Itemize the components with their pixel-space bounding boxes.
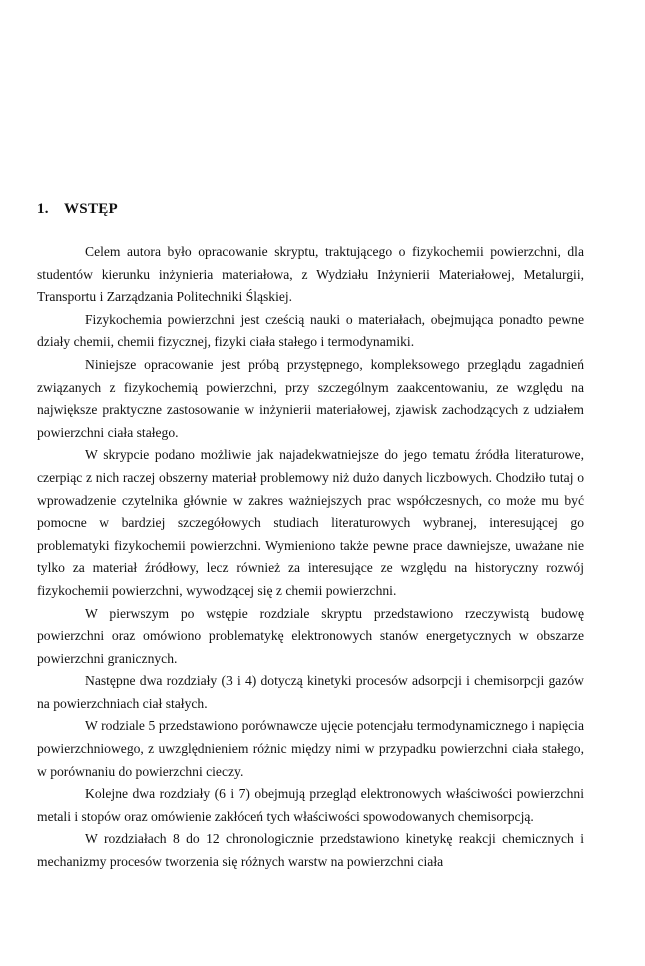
paragraph-2: Fizykochemia powierzchni jest cześcią nauki o materiałach, obejmująca ponadto pewne działy chemii, chemii fizycznej, fizyki ciała stałego i termodynamiki. <box>37 311 584 350</box>
section-number: 1. <box>37 201 49 217</box>
section-title: WSTĘP <box>64 201 119 217</box>
paragraph-1: Celem autora było opracowanie skryptu, traktującego o fizykochemii powierzchni, dla studentów kierunku inżynieria materiałowa, z Wydziału Inżynierii Materiałowej, Metalurgii, Transportu i Zarządzania Politechniki Śląskiej. <box>37 244 584 305</box>
paragraph-6: Następne dwa rozdziały (3 i 4) dotyczą kinetyki procesów adsorpcji i chemisorpcji gazów na powierzchniach ciał stałych. <box>37 673 584 711</box>
paragraph-4: W skrypcie podano możliwie jak najadekwatniejsze do jego tematu źródła literaturowe, czerpiąc z nich raczej obszerny materiał problemowy niż dużo danych liczbowych. Chodziło tutaj o wprowadzenie czytelnika głównie w zakres ważniejszych prac współczesnych, co może mu być pomocne w bardziej szczegółowych studiach literaturowych wybranej, interesującej go problematyki fizykochemii powierzchni. Wymieniono także pewne prace dawniejsze, uważane nie tylko za materiał źródłowy, lecz również za interesujące ze względu na historyczny rozwój fizykochemii powierzchni, wywodzącej się z chemii powierzchni. <box>37 447 584 598</box>
paragraph-9: W rozdziałach 8 do 12 chronologicznie przedstawiono kinetykę reakcji chemicznych i mechanizmy procesów tworzenia się różnych warstw na powierzchni ciała <box>37 831 584 870</box>
paragraph-8: Kolejne dwa rozdziały (6 i 7) obejmują przegląd elektronowych właściwości powierzchni metali i stopów oraz omówienie zakłóceń tych właściwości spowodowanych chemisorpcją. <box>37 786 584 824</box>
paragraph-3: Niniejsze opracowanie jest próbą przystępnego, kompleksowego przeglądu zagadnień związanych z fizykochemią powierzchni, przy szczególnym zaakcentowaniu, ze względu na największe praktyczne zastosowanie w inżynierii materiałowej, zjawisk zachodzących z udziałem powierzchni ciała stałego. <box>37 356 584 440</box>
paragraph-5: W pierwszym po wstępie rozdziale skryptu przedstawiono rzeczywistą budowę powierzchni oraz omówiono problematykę elektronowych stanów energetycznych w obszarze powierzchni granicznych. <box>37 605 584 666</box>
body-text <box>37 241 584 874</box>
section-heading <box>37 201 118 218</box>
paragraph-7: W rodziale 5 przedstawiono porównawcze ujęcie potencjału termodynamicznego i napięcia powierzchniowego, z uwzględnieniem różnic między nimi w przypadku powierzchni ciała stałego, w porównaniu do powierzchni cieczy. <box>37 718 584 779</box>
